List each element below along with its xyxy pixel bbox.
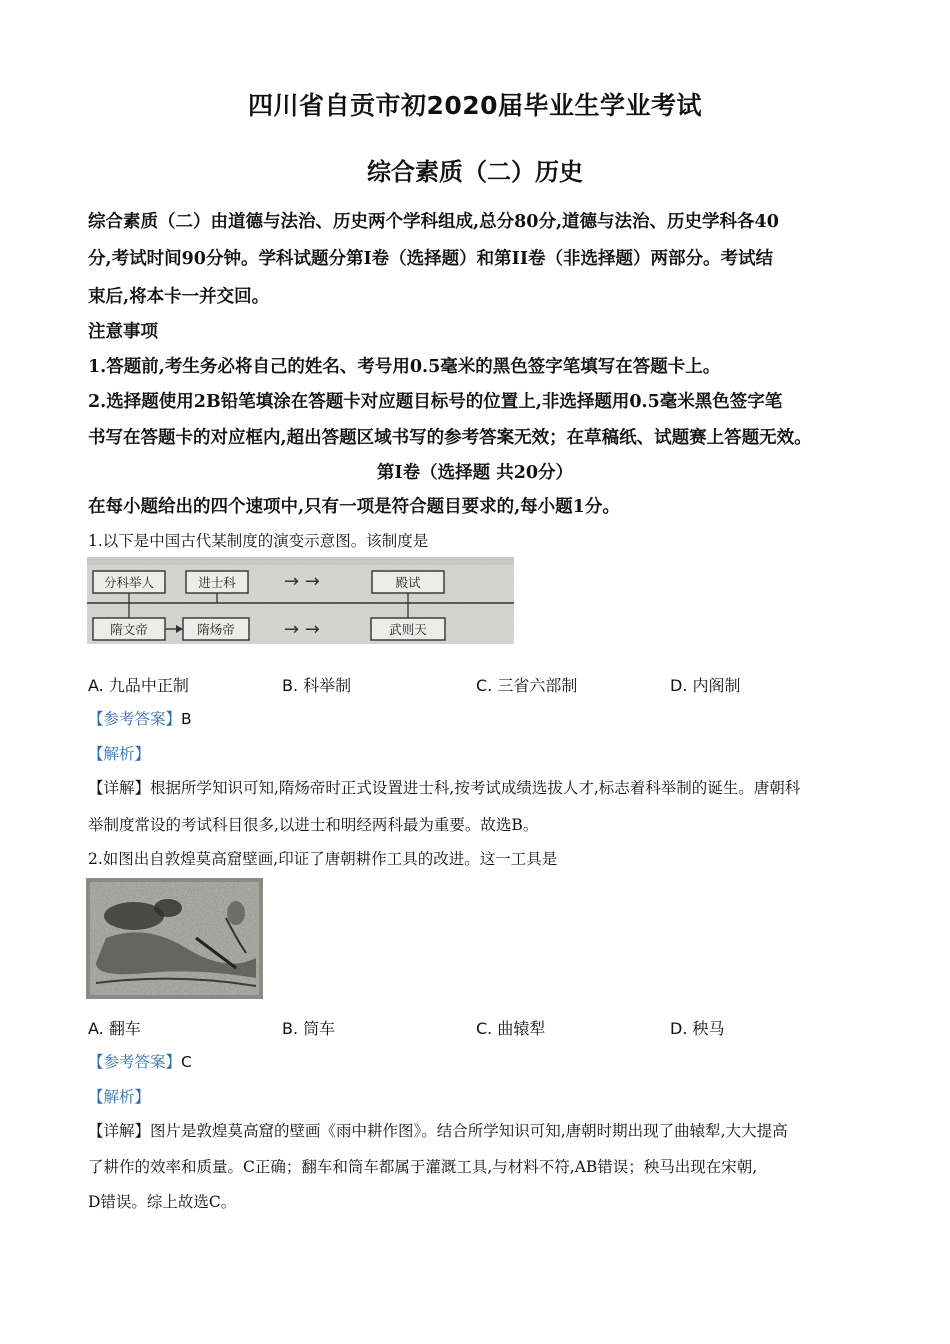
q1-box-label: 进士科 bbox=[198, 575, 236, 590]
q1-detail-line-1: 【详解】根据所学知识可知,隋炀帝时正式设置进士科,按考试成绩选拔人才,标志着科举制的诞生。唐朝科 bbox=[88, 779, 801, 797]
q1-box-label: 分科举人 bbox=[103, 575, 155, 590]
intro-line-2: 分,考试时间90分钟。学科试题分第Ⅰ卷（选择题）和第II卷（非选择题）两部分。考试结 bbox=[88, 249, 774, 269]
notice-line-3: 书写在答题卡的对应框内,超出答题区域书写的参考答案无效；在草稿纸、试题赛上答题无效。 bbox=[88, 428, 812, 448]
q1-diagram-image bbox=[87, 557, 514, 644]
q2-stem: 2.如图出自敦煌莫高窟壁画,印证了唐朝耕作工具的改进。这一工具是 bbox=[88, 850, 558, 868]
q1-arrows-top: → → bbox=[284, 571, 320, 592]
q1-arrows-bottom: → → bbox=[284, 619, 320, 640]
q1-stem: 1.以下是中国古代某制度的演变示意图。该制度是 bbox=[88, 532, 429, 550]
q1-option-c: C. 三省六部制 bbox=[476, 676, 578, 695]
q1-box-label: 隋文帝 bbox=[110, 622, 148, 637]
q2-option-a: A. 翻车 bbox=[88, 1019, 141, 1038]
q2-detail-line-3: D错误。综上故选C。 bbox=[88, 1193, 237, 1211]
q1-answer: 【参考答案】B bbox=[88, 710, 192, 728]
exam-subtitle: 综合素质（二）历史 bbox=[367, 157, 583, 186]
q1-option-d: D. 内阁制 bbox=[670, 676, 741, 695]
q1-box-label: 武则天 bbox=[389, 622, 427, 637]
section-title: 第Ⅰ卷（选择题 共20分） bbox=[376, 463, 574, 483]
q2-detail-line-1: 【详解】图片是敦煌莫高窟的壁画《雨中耕作图》。结合所学知识可知,唐朝时期出现了曲辕犁,大大提高 bbox=[88, 1122, 788, 1140]
q2-analysis-label: 【解析】 bbox=[88, 1088, 151, 1106]
notice-line-1: 1.答题前,考生务必将自己的姓名、考号用0.5毫米的黑色签字笔填写在答题卡上。 bbox=[88, 357, 721, 377]
notice-line-2: 2.选择题使用2B铅笔填涂在答题卡对应题目标号的位置上,非选择题用0.5毫米黑色签字笔 bbox=[88, 392, 783, 412]
q1-detail-line-2: 举制度常设的考试科目很多,以进士和明经两科最为重要。故选B。 bbox=[88, 816, 539, 834]
q1-option-b: B. 科举制 bbox=[282, 676, 352, 695]
q2-detail-line-2: 了耕作的效率和质量。C正确；翻车和筒车都属于灌溉工具,与材料不符,AB错误；秧马出现在宋朝, bbox=[88, 1158, 758, 1176]
intro-line-1: 综合素质（二）由道德与法治、历史两个学科组成,总分80分,道德与法治、历史学科各40 bbox=[88, 212, 779, 232]
q1-analysis-label: 【解析】 bbox=[88, 745, 151, 763]
section-instruction: 在每小题给出的四个速项中,只有一项是符合题目要求的,每小题1分。 bbox=[88, 497, 620, 517]
exam-title: 四川省自贡市初2020届毕业生学业考试 bbox=[247, 91, 703, 120]
q2-answer: 【参考答案】C bbox=[88, 1053, 192, 1071]
q1-option-a: A. 九品中正制 bbox=[88, 676, 189, 695]
q1-box-label: 殿试 bbox=[395, 575, 421, 590]
q2-option-d: D. 秧马 bbox=[670, 1019, 725, 1038]
intro-line-3: 束后,将本卡一并交回。 bbox=[88, 287, 270, 307]
q2-mural-image bbox=[86, 878, 263, 999]
q1-box-label: 隋炀帝 bbox=[197, 622, 235, 637]
q2-option-b: B. 筒车 bbox=[282, 1019, 336, 1038]
notice-title: 注意事项 bbox=[88, 322, 158, 342]
q2-option-c: C. 曲辕犁 bbox=[476, 1019, 546, 1038]
